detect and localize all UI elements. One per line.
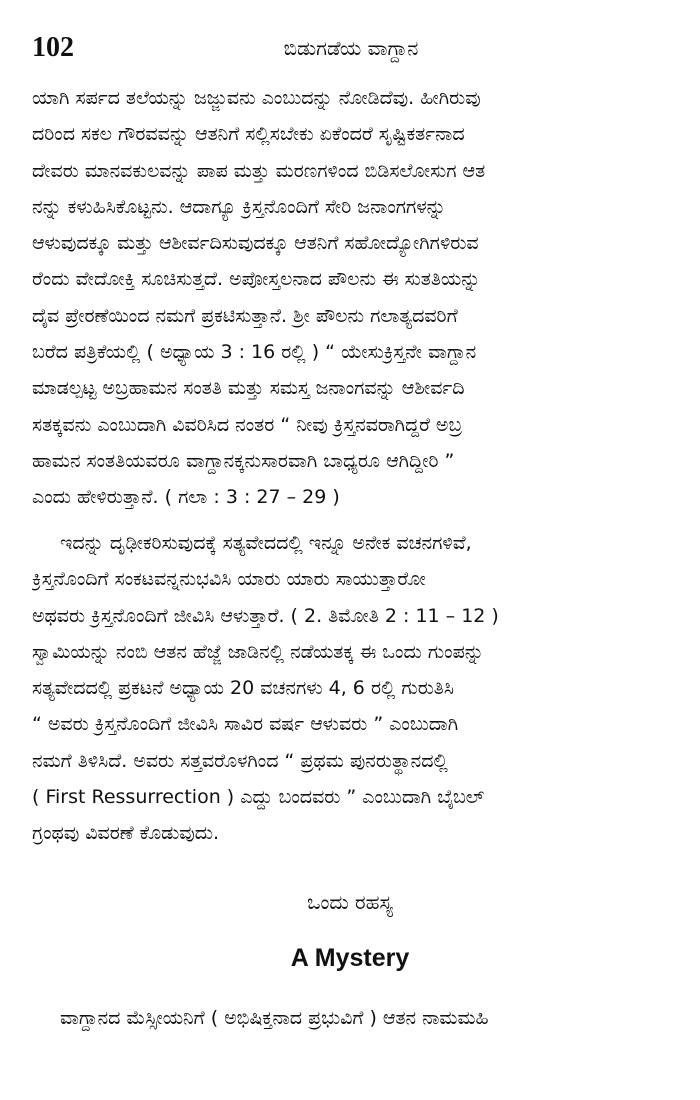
- page-header: [32, 0, 670, 70]
- text-line: ಹಾಮನ ಸಂತತಿಯವರೂ ವಾಗ್ದಾನಕ್ಕನುಸಾರವಾಗಿ ಬಾಧ್ಯರೂ ಆಗಿದ್ದೀರಿ ”: [32, 449, 455, 472]
- text-line: ಯಾಗಿ ಸರ್ಪದ ತಲೆಯನ್ನು ಜಜ್ಜುವನು ಎಂಬುದನ್ನು ನೋಡಿದೆವು. ಹೀಗಿರುವು: [32, 87, 481, 109]
- text-line: ಎಂದು ಹೇಳಿರುತ್ತಾನೆ. ( ಗಲಾ : 3 : 27 – 29 ): [32, 486, 340, 509]
- text-line: ಗ್ರಂಥವು ವಿವರಣೆ ಕೊಡುವುದು.: [32, 822, 220, 845]
- section-heading-kannada: ಒಂದು ರಹಸ್ಯ: [307, 890, 393, 914]
- text-line: ದೇವರು ಮಾನವಕುಲವನ್ನು ಪಾಪ ಮತ್ತು ಮರಣಗಳಿಂದ ಬಿಡಿಸಲೋಸುಗ ಆತ: [32, 159, 486, 182]
- section-heading-english: A Mystery: [290, 944, 410, 972]
- text-line: ದರಿಂದ ಸಕಲ ಗೌರವವನ್ನು ಆತನಿಗೆ ಸಲ್ಲಿಸಬೇಕು ಏಕೆಂದರೆ ಸೃಷ್ಟಿಕರ್ತನಾದ: [32, 123, 465, 146]
- text-line: ಕ್ರಿಸ್ತನೊಂದಿಗೆ ಸಂಕಟವನ್ನನುಭವಿಸಿ ಯಾರು ಯಾರು ಸಾಯುತ್ತಾರೋ: [32, 568, 426, 591]
- text-line: ಸತಕ್ಕವನು ಎಂಬುದಾಗಿ ವಿವರಿಸಿದ ನಂತರ “ ನೀವು ಕ್ರಿಸ್ತನವರಾಗಿದ್ದರೆ ಅಬ್ರ: [32, 413, 463, 436]
- text-line: ದೈವ ಪ್ರೇರಣೆಯಿಂದ ನಮಗೆ ಪ್ರಕಟಿಸುತ್ತಾನೆ. ಶ್ರೀ ಪೌಲನು ಗಲಾತ್ಯದವರಿಗೆ: [32, 304, 458, 327]
- text-line: ಸ್ವಾಮಿಯನ್ನು ನಂಬಿ ಆತನ ಹೆಜ್ಜೆ ಜಾಡಿನಲ್ಲಿ ನಡೆಯತಕ್ಕ ಈ ಒಂದು ಗುಂಪನ್ನು: [32, 640, 484, 663]
- text-line: ಆಳುವುದಕ್ಕೂ ಮತ್ತು ಆಶೀರ್ವದಿಸುವುದಕ್ಕೂ ಆತನಿಗೆ ಸಹೋದ್ಯೋಗಿಗಳಿರುವ: [32, 232, 479, 255]
- text-line: ವಾಗ್ದಾನದ ಮೆಸ್ಸೀಯನಿಗೆ ( ಅಭಿಷಿಕ್ತನಾದ ಪ್ರಭುವಿಗೆ ) ಆತನ ನಾಮಮಹಿ: [60, 1007, 489, 1029]
- text-line: ಬರೆದ ಪತ್ರಿಕೆಯಲ್ಲಿ ( ಅಧ್ಯಾಯ 3 : 16 ರಲ್ಲಿ ) “ ಯೇಸುಕ್ರಿಸ್ತನೇ ವಾಗ್ದಾನ: [32, 341, 477, 364]
- text-line: ರೆಂದು ವೇದೋಕ್ತಿ ಸೂಚಿಸುತ್ತದೆ. ಅಪೋಸ್ತಲನಾದ ಪೌಲನು ಈ ಸುತತಿಯನ್ನು: [32, 268, 481, 291]
- paragraph-3: [32, 1000, 670, 1036]
- text-line: ಮಾಡಲ್ಪಟ್ಟ ಅಬ್ರಹಾಮನ ಸಂತತಿ ಮತ್ತು ಸಮಸ್ತ ಜನಾಂಗವನ್ನು ಆಶೀರ್ವದಿ: [32, 377, 465, 400]
- text-line: ಇದನ್ನು ದೃಢೀಕರಿಸುವುದಕ್ಕೆ ಸತ್ಯವೇದದಲ್ಲಿ ಇನ್ನೂ ಅನೇಕ ವಚನಗಳಿವೆ,: [60, 532, 472, 554]
- running-title: ಬಿಡುಗಡೆಯ ವಾಗ್ದಾನ: [283, 36, 419, 60]
- paragraph-1: [32, 80, 670, 516]
- text-line: “ ಅವರು ಕ್ರಿಸ್ತನೊಂದಿಗೆ ಜೀವಿಸಿ ಸಾವಿರ ವರ್ಷ ಆಳುವರು ” ಎಂಬುದಾಗಿ: [32, 713, 459, 736]
- text-line: ಸತ್ಯವೇದದಲ್ಲಿ ಪ್ರಕಟನೆ ಅಧ್ಯಾಯ 20 ವಚನಗಳು 4, 6 ರಲ್ಲಿ ಗುರುತಿಸಿ: [32, 677, 454, 700]
- text-line: ನಮಗೆ ತಿಳಿಸಿದೆ. ಅವರು ಸತ್ತವರೊಳಗಿಂದ “ ಪ್ರಥಮ ಪುನರುತ್ಥಾನದಲ್ಲಿ: [32, 749, 448, 772]
- paragraph-2: [32, 525, 670, 852]
- page-number: 102: [32, 32, 74, 63]
- text-line: ( First Ressurrection ) ಎದ್ದು ಬಂದವರು ” ಎಂಬುದಾಗಿ ಬೈಬಲ್: [32, 786, 485, 809]
- text-line: ಅಥವರು ಕ್ರಿಸ್ತನೊಂದಿಗೆ ಜೀವಿಸಿ ಆಳುತ್ತಾರೆ. ( 2. ತಿಮೋತಿ 2 : 11 – 12 ): [32, 604, 499, 627]
- text-line: ನನ್ನು ಕಳುಹಿಸಿಕೊಟ್ಟನು. ಆದಾಗ್ಯೂ ಕ್ರಿಸ್ತನೊಂದಿಗೆ ಸೇರಿ ಜನಾಂಗಗಳನ್ನು: [32, 195, 446, 218]
